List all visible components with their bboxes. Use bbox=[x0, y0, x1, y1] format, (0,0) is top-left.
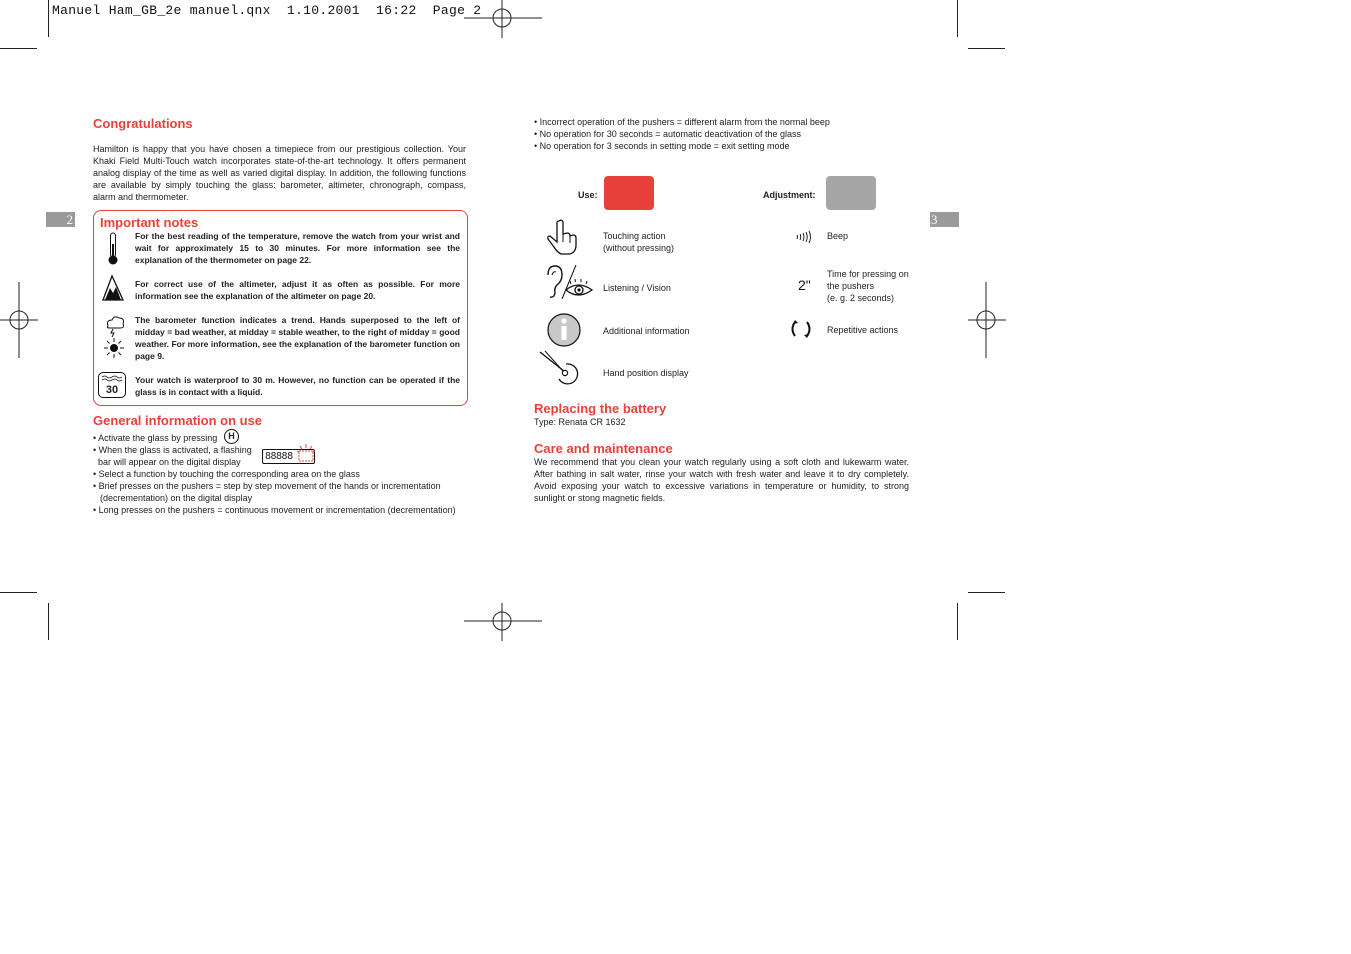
important-notes-heading: Important notes bbox=[100, 215, 199, 230]
registration-mark-top bbox=[462, 0, 544, 40]
print-header: Manuel Ham_GB_2e manuel.qnx 1.10.2001 16:22 Page 2 bbox=[52, 3, 482, 18]
touching-label-1: Touching action bbox=[603, 231, 666, 241]
general-bullet-1: • Activate the glass by pressing bbox=[93, 433, 218, 443]
use-label: Use: bbox=[578, 190, 598, 200]
listening-label: Listening / Vision bbox=[603, 283, 671, 293]
page-number-left: 2 bbox=[46, 212, 75, 227]
time-label-2: the pushers bbox=[827, 281, 875, 291]
care-text: We recommend that you clean your watch regularly using a soft cloth and lukewarm water. After bathing in salt water, rinse your watch with fresh water and leave it to dry completely. Avoid exposing your watch to excessive variations in temperature or humidity, to strong sunlight or stong magnetic fields. bbox=[534, 457, 909, 503]
waterproof-label: 30 bbox=[105, 384, 119, 396]
time-label-3: (e. g. 2 seconds) bbox=[827, 293, 895, 303]
note-waterproof: Your watch is waterproof to 30 m. However, no function can be operated if the glass is in contact with a liquid. bbox=[135, 375, 460, 397]
touch-hand-icon bbox=[545, 218, 581, 256]
adjustment-swatch bbox=[826, 176, 876, 210]
display-digits: 88888 bbox=[265, 451, 293, 462]
ear-eye-icon bbox=[540, 263, 598, 303]
h-button-icon: H bbox=[224, 429, 239, 444]
time-label-1: Time for pressing on bbox=[827, 269, 909, 279]
info-icon bbox=[546, 312, 582, 348]
repetitive-label: Repetitive actions bbox=[827, 325, 899, 335]
two-seconds-icon: 2" bbox=[798, 277, 811, 293]
weather-icon bbox=[103, 314, 127, 360]
battery-heading: Replacing the battery bbox=[534, 401, 667, 416]
congratulations-text: Hamilton is happy that you have chosen a timepiece from our prestigious collection. Your Khaki Field Multi-Touch watch incorporates state-of-the-art technology. It offers permanent analog display of the time as well as varied digital display. In addition, the following functions are available by simply touching the glass: barometer, altimeter, chronograph, compass, alarm and thermometer. bbox=[93, 144, 466, 202]
hand-position-label: Hand position display bbox=[603, 368, 689, 378]
note-thermometer: For the best reading of the temperature, remove the watch from your wrist and wait for approximately 15 to 30 minutes. For more information see the explanation of the thermometer on page 22. bbox=[135, 231, 460, 265]
thermometer-icon bbox=[106, 232, 120, 266]
battery-type: Type: Renata CR 1632 bbox=[534, 417, 626, 427]
general-bullet-5: • Long presses on the pushers = continuous movement or incrementation (decrementation) bbox=[93, 505, 456, 515]
congratulations-heading: Congratulations bbox=[93, 116, 193, 131]
general-bullet-4b: (decrementation) on the digital display bbox=[100, 493, 253, 503]
general-bullet-2b: bar will appear on the digital display bbox=[98, 457, 241, 467]
right-bullet-1: • Incorrect operation of the pushers = different alarm from the normal beep bbox=[534, 117, 830, 127]
flashing-bar-icon bbox=[296, 443, 318, 463]
additional-info-label: Additional information bbox=[603, 326, 690, 336]
general-bullet-4a: • Brief presses on the pushers = step by step movement of the hands or incrementation bbox=[93, 481, 441, 491]
waterproof-30-icon bbox=[98, 372, 126, 398]
beep-icon bbox=[795, 228, 813, 246]
use-swatch bbox=[604, 176, 654, 210]
touching-label-2: (without pressing) bbox=[603, 243, 675, 253]
note-altimeter: For correct use of the altimeter, adjust it as often as possible. For more information see the explanation of the altimeter on page 20. bbox=[135, 279, 460, 301]
hand-position-icon bbox=[537, 349, 581, 385]
general-bullet-2a: • When the glass is activated, a flashing bbox=[93, 445, 252, 455]
general-bullet-3: • Select a function by touching the corresponding area on the glass bbox=[93, 469, 360, 479]
registration-mark-right bbox=[966, 280, 1006, 360]
mountain-icon bbox=[101, 273, 125, 301]
note-barometer: The barometer function indicates a trend. Hands superposed to the left of midday = bad weather, at midday = stable weather, to the right of midday = good weather. For more information, see the explanation of the barometer function on page 9. bbox=[135, 315, 460, 361]
right-bullet-3: • No operation for 3 seconds in setting mode = exit setting mode bbox=[534, 141, 790, 151]
registration-mark-bottom bbox=[462, 603, 544, 643]
care-heading: Care and maintenance bbox=[534, 441, 673, 456]
registration-mark-left bbox=[0, 280, 40, 360]
general-info-heading: General information on use bbox=[93, 413, 263, 428]
adjustment-label: Adjustment: bbox=[763, 190, 816, 200]
repetitive-actions-icon bbox=[789, 320, 813, 338]
page-number-right: 3 bbox=[930, 212, 959, 227]
beep-label: Beep bbox=[827, 231, 849, 241]
right-bullet-2: • No operation for 30 seconds = automatic deactivation of the glass bbox=[534, 129, 802, 139]
